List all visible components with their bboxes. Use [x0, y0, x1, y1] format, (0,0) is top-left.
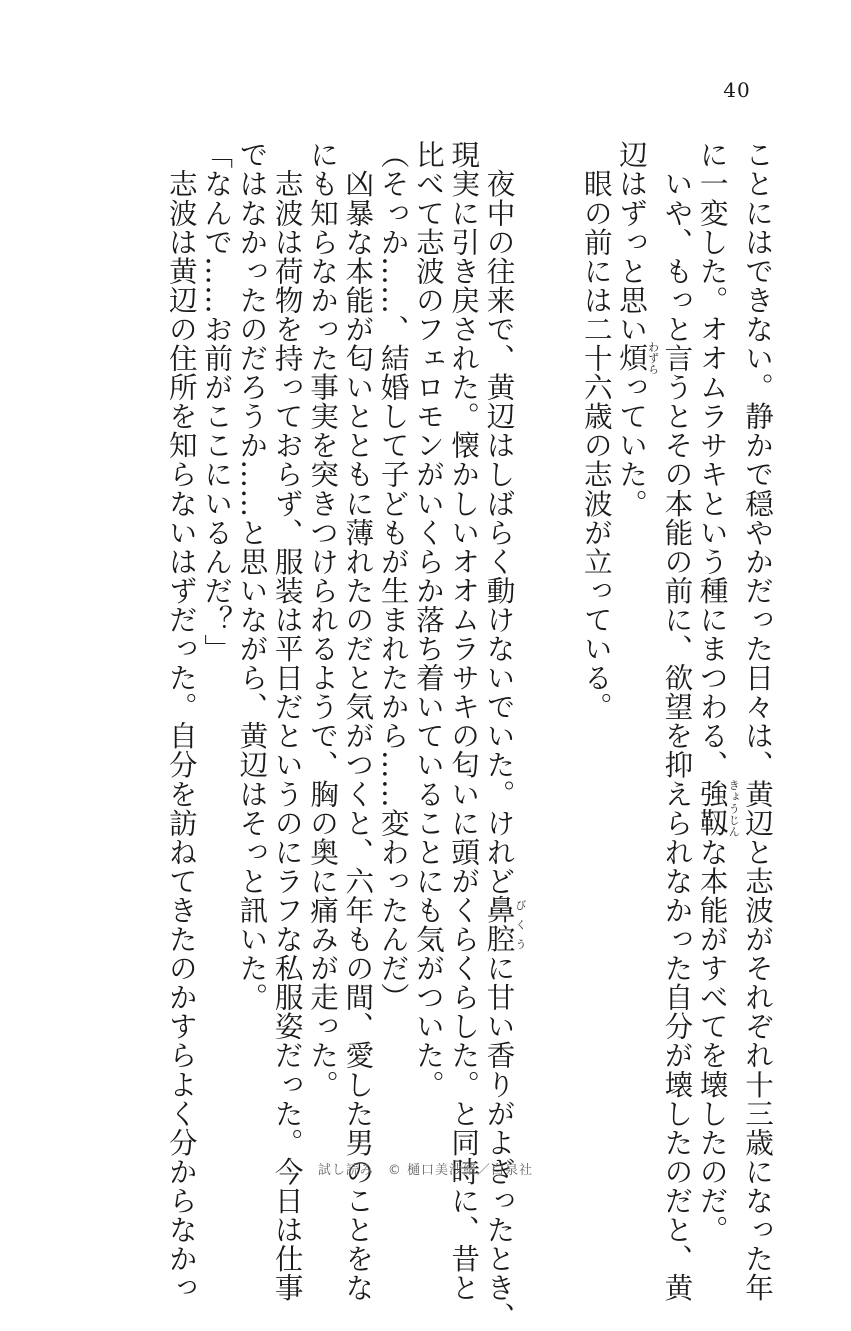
ruby-base: 強靱 — [695, 779, 730, 838]
text-line — [234, 140, 269, 1070]
text-run: 志波は黄辺の住所を知らないはずだった。自分を訪ねてきたのかすらよく分からなかっ — [164, 140, 199, 1302]
ruby-reading: びくう — [514, 895, 528, 954]
page-number: 40 — [723, 78, 751, 102]
text-line — [411, 140, 446, 1099]
text-line — [164, 140, 199, 1302]
text-run: 「なんで……お前がここにいるんだ？」 — [200, 140, 235, 663]
text-line — [579, 140, 614, 1070]
text-run: いや、もっと言うとその本能の前に、欲望を抑えられなかった自分が壊したのだと、黄 — [660, 140, 695, 1302]
text-run: 夜中の往来で、黄辺はしばらく動けないでいた。けれど — [482, 140, 517, 896]
page-footer: 試し読み © 樋口美沙緒／白泉社 — [317, 1163, 534, 1178]
ruby-reading: わずら — [646, 341, 660, 375]
text-run: 凶暴な本能が匂いとともに薄れたのだと気がつくと、六年もの間、愛した男のことをな — [341, 140, 376, 1302]
ruby-reading: きょうじん — [727, 779, 741, 838]
text-line — [269, 140, 305, 1302]
text-run: に一変した。オオムラサキという種にまつわる、 — [695, 140, 730, 780]
text-run: ではなかったのだろうか……と思いながら、黄辺はそっと訊いた。 — [235, 140, 270, 1012]
text-line — [375, 140, 410, 1070]
text-line — [694, 140, 741, 1244]
ruby-base: 鼻腔 — [482, 895, 517, 954]
text-line — [740, 140, 775, 1302]
text-run: 現実に引き戻された。懐かしいオオムラサキの匂いに頭がくらくらした。と同時に、昔と — [447, 140, 482, 1302]
text-line — [481, 140, 528, 1331]
text-run: （そっか……、結婚して子どもが生まれたから……変わったんだ） — [376, 140, 411, 1012]
text-line — [305, 140, 341, 1099]
ruby-annotation — [615, 341, 660, 375]
text-line — [614, 140, 659, 1070]
text-run: っていた。 — [615, 372, 650, 518]
ruby-annotation — [482, 895, 528, 954]
text-run: な本能がすべてを壊したのだ。 — [695, 837, 730, 1244]
text-run: 比べて志波のフェロモンがいくらか落ち着いていることにも気がついた。 — [411, 140, 446, 1099]
ruby-base: 煩 — [615, 341, 650, 375]
text-run: 眼の前には二十六歳の志波が立っている。 — [579, 140, 614, 721]
text-run: ことにはできない。静かで穏やかだった日々は、黄辺と志波がそれぞれ十三歳になった年 — [741, 140, 775, 1302]
text-run: 志波は荷物を持っておらず、服装は平日だというのにラフな私服姿だった。今日は仕事 — [270, 140, 305, 1302]
text-run: 辺はずっと思い — [615, 140, 650, 344]
text-run: にも知らなかった事実を突きつけられるようで、胸の奥に痛みが走った。 — [306, 140, 341, 1099]
text-run: に甘い香りがよぎったとき、 — [482, 953, 517, 1331]
text-line — [659, 140, 695, 1302]
text-line — [199, 140, 234, 1070]
text-line — [446, 140, 482, 1302]
ruby-annotation — [695, 779, 741, 838]
text-line — [340, 140, 376, 1302]
